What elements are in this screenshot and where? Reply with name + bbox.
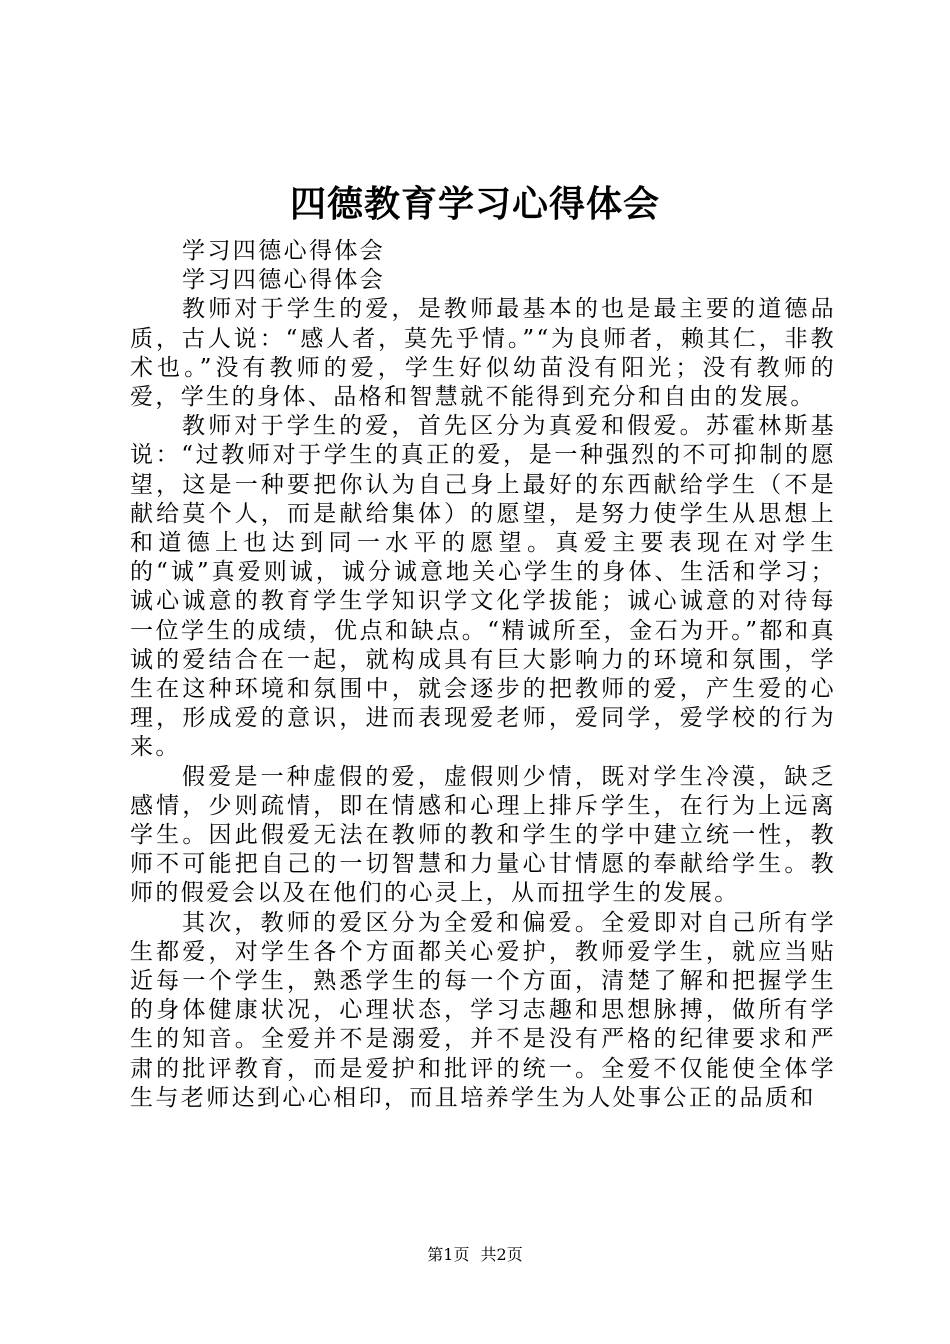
document-title: 四德教育学习心得体会: [289, 183, 660, 225]
page-number: 第1页: [427, 1245, 470, 1264]
page-footer: [0, 1244, 950, 1266]
document-body: [130, 237, 836, 1113]
paragraph: 学习四德心得体会: [182, 267, 386, 294]
paragraph: 教师对于学生的爱，是教师最基本的也是最主要的道德品质，古人说：“感人者，莫先乎情。”“为良师者，赖其仁，非教术也。”没有教师的爱，学生好似幼苗没有阳光；没有教师的爱，学生的身体、品格和智慧就不能得到充分和自由的发展。: [130, 296, 836, 411]
paragraph: 学习四德心得体会: [182, 238, 386, 264]
paragraph: 教师对于学生的爱，首先区分为真爱和假爱。苏霍林斯基说：“过教师对于学生的真正的爱，是一种强烈的不可抑制的愿望，这是一种要把你认为自己身上最好的东西献给学生（不是献给莫个人，而是献给集体）的愿望，是努力使学生从思想上和道德上也达到同一水平的愿望。真爱主要表现在对学生的“诚”真爱则诚，诚分诚意地关心学生的身体、生活和学习；诚心诚意的教育学生学知识学文化学拔能；诚心诚意的对待每一位学生的成绩，优点和缺点。“精诚所至，金石为开。”都和真诚的爱结合在一起，就构成具有巨大影响力的环境和氛围，学生在这种环境和氛围中，就会逐步的把教师的爱，产生爱的心理，形成爱的意识，进而表现爱老师，爱同学，爱学校的行为来。: [130, 413, 836, 761]
paragraph: 其次，教师的爱区分为全爱和偏爱。全爱即对自己所有学生都爱，对学生各个方面都关心爱护，教师爱学生，就应当贴近每一个学生，熟悉学生的每一个方面，清楚了解和把握学生的身体健康状况，心理状态，学习志趣和思想脉搏，做所有学生的知音。全爱并不是溺爱，并不是没有严格的纪律要求和严肃的批评教育，而是爱护和批评的统一。全爱不仅能使全体学生与老师达到心心相印，而且培养学生为人处事公正的品质和: [130, 909, 836, 1111]
page-total: 共2页: [480, 1245, 523, 1264]
paragraph: 假爱是一种虚假的爱，虚假则少情，既对学生冷漠，缺乏感情，少则疏情，即在情感和心理上排斥学生，在行为上远离学生。因此假爱无法在教师的教和学生的学中建立统一性，教师不可能把自己的一切智慧和力量心甘情愿的奉献给学生。教师的假爱会以及在他们的心灵上，从而扭学生的发展。: [130, 763, 836, 907]
